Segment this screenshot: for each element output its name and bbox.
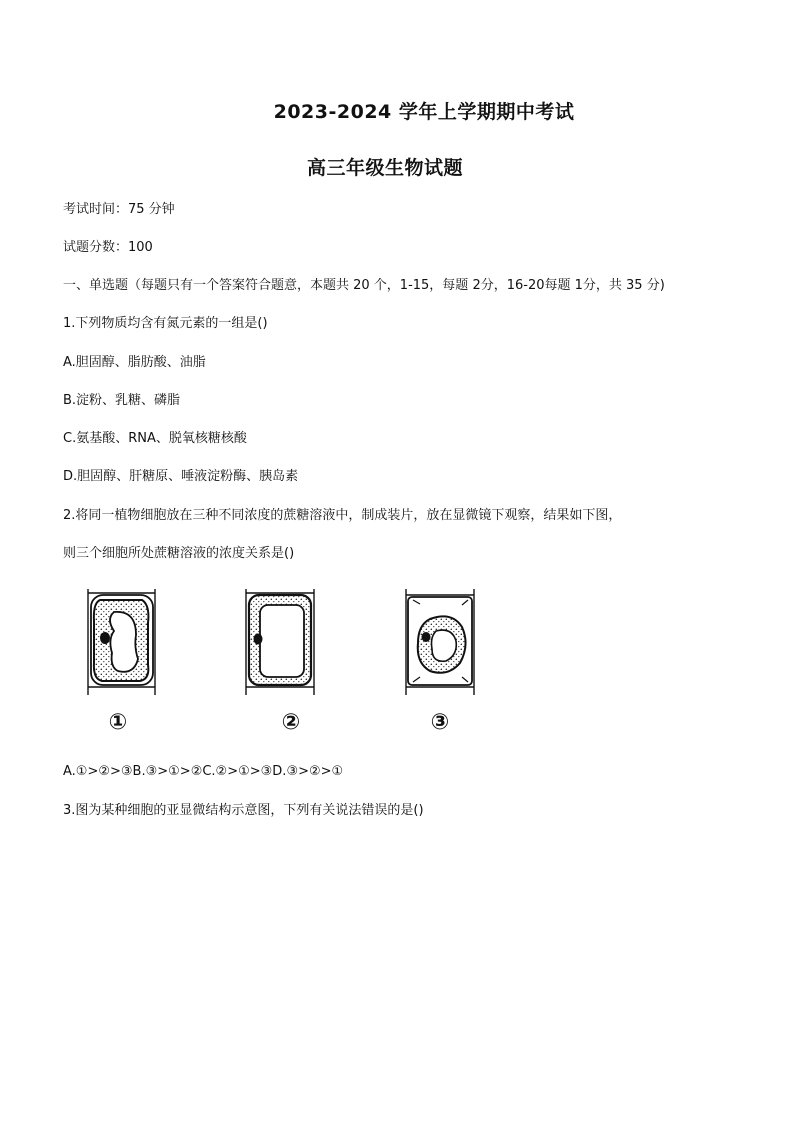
cell-3-label: ③ bbox=[430, 710, 450, 735]
question-2-stem-line-2: 则三个细胞所处蔗糖溶液的浓度关系是() bbox=[63, 546, 295, 561]
section-heading: 一、单选题（每题只有一个答案符合题意，本题共 20 个，1-15，每题 2分，16-20每题 1分，共 35 分) bbox=[63, 278, 665, 293]
exam-score: 试题分数：100 bbox=[63, 240, 153, 255]
question-1-option-d: D.胆固醇、肝糖原、唾液淀粉酶、胰岛素 bbox=[63, 469, 299, 484]
question-1-option-c: C.氨基酸、RNA、脱氧核糖核酸 bbox=[63, 431, 247, 446]
question-3-stem: 3.图为某种细胞的亚显微结构示意图，下列有关说法错误的是() bbox=[63, 803, 424, 818]
question-1-option-a: A.胆固醇、脂肪酸、油脂 bbox=[63, 355, 206, 370]
cell-3-drawing bbox=[406, 589, 474, 695]
exam-title: 2023-2024 学年上学期期中考试 bbox=[273, 101, 575, 123]
cell-1-label: ① bbox=[108, 710, 128, 735]
exam-time: 考试时间：75 分钟 bbox=[63, 202, 175, 217]
question-2-options: A.①>②>③B.③>①>②C.②>①>③D.③>②>① bbox=[63, 764, 344, 779]
question-1-stem: 1.下列物质均含有氮元素的一组是() bbox=[63, 316, 268, 331]
plant-cell-figure bbox=[80, 583, 510, 743]
cell-1-drawing bbox=[88, 589, 155, 695]
question-1-option-b: B.淀粉、乳糖、磷脂 bbox=[63, 393, 181, 408]
exam-subtitle: 高三年级生物试题 bbox=[306, 157, 463, 179]
question-2-stem-line-1: 2.将同一植物细胞放在三种不同浓度的蔗糖溶液中，制成装片，放在显微镜下观察，结果如下图， bbox=[63, 508, 622, 523]
cell-2-drawing bbox=[246, 589, 314, 695]
cell-2-label: ② bbox=[281, 710, 301, 735]
